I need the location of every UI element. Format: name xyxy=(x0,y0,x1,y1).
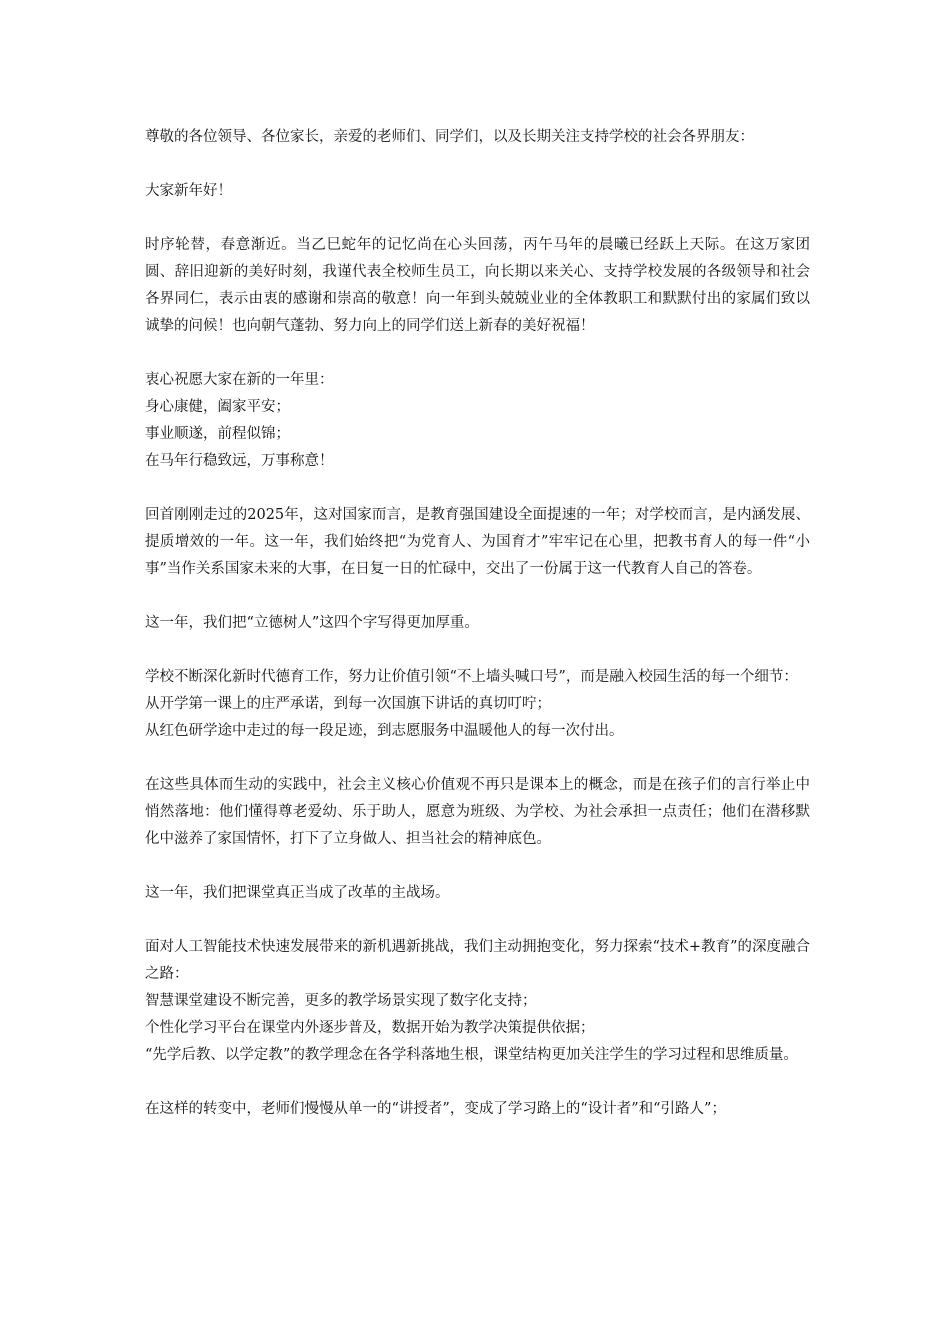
paragraph xyxy=(145,232,810,340)
text-line: 尊敬的各位领导、各位家长，亲爱的老师们、同学们，以及长期关注支持学校的社会各界朋友： xyxy=(145,129,754,145)
text-line: 这一年，我们把课堂真正当成了改革的主战场。 xyxy=(145,885,450,901)
text-line: 回首刚刚走过的2025年，这对国家而言，是教育强国建设全面提速的一年；对学校而言，是内涵发展、提质增效的一年。这一年，我们始终把“为党育人、为国育才”牢牢记在心里，把教书育人的每一件“小事”当作关系国家未来的大事，在日复一日的忙碌中，交出了一份属于这一代教育人自己的答卷。 xyxy=(145,507,810,577)
text-line: 面对人工智能技术快速发展带来的新机遇新挑战，我们主动拥抱变化，努力探索“技术+教育”的深度融合之路： xyxy=(145,939,810,982)
text-line: 智慧课堂建设不断完善，更多的教学场景实现了数字化支持； xyxy=(145,993,537,1009)
text-line: 学校不断深化新时代德育工作，努力让价值引领“不上墙头喊口号”，而是融入校园生活的每一个细节： xyxy=(145,669,798,685)
paragraph xyxy=(145,1096,810,1123)
wishes-paragraph xyxy=(145,367,810,475)
text-line: 身心康健，阖家平安； xyxy=(145,399,290,415)
text-line: 时序轮替，春意渐近。当乙巳蛇年的记忆尚在心头回荡，丙午马年的晨曦已经跃上天际。在这万家团圆、辞旧迎新的美好时刻，我谨代表全校师生员工，向长期以来关心、支持学校发展的各级领导和社会各界同仁，表示由衷的感谢和崇高的敬意！向一年到头兢兢业业的全体教职工和默默付出的家属们致以诚挚的问候！也向朝气蓬勃、努力向上的同学们送上新春的美好祝福！ xyxy=(145,237,810,334)
text-line: 在这样的转变中，老师们慢慢从单一的“讲授者”，变成了学习路上的“设计者”和“引路人”； xyxy=(145,1101,726,1117)
text-line: 从红色研学途中走过的每一段足迹，到志愿服务中温暖他人的每一次付出。 xyxy=(145,723,624,739)
paragraph xyxy=(145,610,810,637)
text-line: 大家新年好！ xyxy=(145,183,232,199)
text-line: 事业顺遂，前程似锦； xyxy=(145,426,290,442)
text-line: 个性化学习平台在课堂内外逐步普及，数据开始为教学决策提供依据； xyxy=(145,1020,595,1036)
text-line: 在这些具体而生动的实践中，社会主义核心价值观不再只是课本上的概念，而是在孩子们的言行举止中悄然落地：他们懂得尊老爱幼、乐于助人，愿意为班级、为学校、为社会承担一点责任；他们在潜移默化中滋养了家国情怀，打下了立身做人、担当社会的精神底色。 xyxy=(145,777,810,847)
paragraph xyxy=(145,502,810,583)
salutation-paragraph xyxy=(145,124,810,151)
text-line: 在马年行稳致远，万事称意！ xyxy=(145,453,334,469)
paragraph xyxy=(145,664,810,745)
text-line: 这一年，我们把“立德树人”这四个字写得更加厚重。 xyxy=(145,615,479,631)
text-line: 衷心祝愿大家在新的一年里： xyxy=(145,372,334,388)
paragraph xyxy=(145,880,810,907)
paragraph xyxy=(145,934,810,1069)
text-line: 从开学第一课上的庄严承诺，到每一次国旗下讲话的真切叮咛； xyxy=(145,696,551,712)
paragraph xyxy=(145,772,810,853)
text-line: “先学后教、以学定教”的教学理念在各学科落地生根，课堂结构更加关注学生的学习过程和思维质量。 xyxy=(145,1047,798,1063)
document-body xyxy=(145,124,810,1150)
greeting-paragraph xyxy=(145,178,810,205)
